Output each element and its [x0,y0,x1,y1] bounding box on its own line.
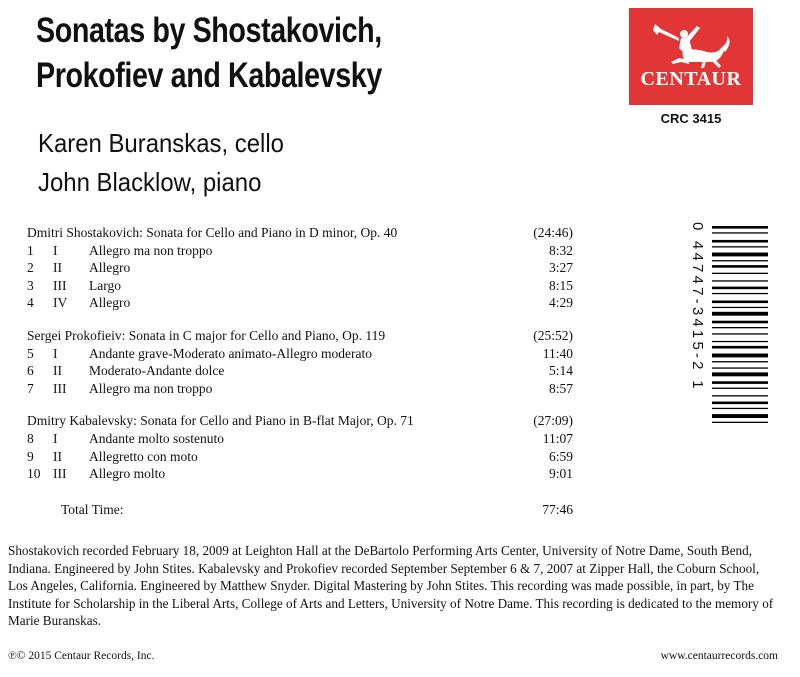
website-url: www.centaurrecords.com [660,650,778,662]
work-title: Sergei Prokofieiv: Sonata in C major for Cello and Piano, Op. 119 [27,327,386,343]
track-time: 6:59 [548,448,573,464]
track-number: 6 [27,363,34,379]
movement-number: III [53,380,67,396]
movement-number: III [53,277,67,293]
track-number: 3 [27,277,34,293]
barcode-bar [712,422,768,423]
track-row [27,242,602,260]
track-number: 1 [27,242,34,258]
barcode-bar [712,293,768,294]
total-time-row [27,501,602,519]
movement-number: III [53,466,67,482]
barcode-bar [712,367,768,368]
work-title: Dmitry Kabalevsky: Sonata for Cello and Piano in B-flat Major, Op. 71 [27,413,414,429]
barcode-bar [712,312,768,316]
track-row [27,362,602,380]
centaur-logo [629,8,753,105]
total-time-label: Total Time: [61,501,124,517]
track-title: Largo [89,277,121,293]
track-row [27,277,602,295]
barcode-bar [712,388,768,389]
track-row [27,345,602,363]
barcode-bar [712,226,768,229]
work-heading [27,327,602,345]
barcode-bar [712,346,768,349]
track-row [27,294,602,312]
barcode-digits: 0 44747-3415-2 1 [689,222,706,392]
total-time-value: 77:46 [542,501,573,517]
recording-credits: Shostakovich recorded February 18, 2009 at Leighton Hall at the DeBartolo Performing Arts Center, University of Notre Dame, South Bend, Indiana. Engineered by John Stites. Kabalevsky and Prokofiev recorded September September 6 & 7, 2007 at Zipper Hall, the Coburn School, Los Angeles, California. Engineered by Matthew Snyder. Digital Mastering by John Stites. This recording was made possible, in part, by The Institute for Scholarship in the Liberal Arts, College of Arts and Letters, University of Notre Dame. This recording is dedicated to the memory of Marie Buranskas. [8,543,774,629]
track-time: 8:32 [548,242,573,258]
movement-number: II [53,448,62,464]
work-heading [27,224,602,242]
track-number: 10 [27,466,41,482]
track-time: 5:14 [548,363,573,379]
track-number: 2 [27,260,34,276]
track-title: Allegretto con moto [89,448,198,464]
work-duration: (25:52) [533,327,573,343]
track-row [27,430,602,448]
track-row [27,465,602,483]
work-heading [27,412,602,430]
barcode-bar [712,333,768,334]
barcode-bar [712,260,768,261]
track-time: 8:15 [548,277,573,293]
movement-number: I [53,430,58,446]
track-number: 7 [27,380,34,396]
album-title-line-2: Prokofiev and Kabalevsky [36,56,382,95]
movement-number: II [53,260,62,276]
track-time: 8:57 [548,380,573,396]
barcode-bar [712,372,768,376]
track-time: 3:27 [548,260,573,276]
track-number: 9 [27,448,34,464]
track-time: 11:40 [542,345,573,361]
copyright-notice: ℗© 2015 Centaur Records, Inc. [8,650,155,662]
track-number: 4 [27,295,34,311]
album-title [36,8,382,98]
track-row [27,380,602,398]
performer-piano: John Blacklow, piano [38,167,262,197]
track-number: 8 [27,430,34,446]
album-title-line-1: Sonatas by Shostakovich, [36,11,382,50]
performers [38,124,284,202]
movement-number: IV [53,295,68,311]
barcode-bar [712,240,768,243]
work-duration: (27:09) [533,413,573,429]
barcode-bar [712,381,768,384]
barcode-bar [712,273,768,274]
track-time: 11:07 [542,430,573,446]
barcode-bar [712,307,768,308]
barcode-bar [712,246,768,247]
barcode-bar [712,408,768,409]
catalog-number: CRC 3415 [660,111,722,126]
movement-number: I [53,242,58,258]
track-title: Allegro ma non troppo [89,380,213,396]
barcode-bar [712,301,768,304]
barcode-bar [712,265,768,268]
barcode-bar [712,402,768,405]
barcode-bar [712,280,768,281]
track-title: Allegro ma non troppo [89,242,213,258]
work-duration: (24:46) [533,225,573,240]
barcode-bar [712,287,768,290]
track-title: Allegro [89,295,131,311]
barcode-bar [712,414,768,418]
track-title: Allegro [89,260,131,276]
label-name: CENTAUR [640,68,742,90]
performer-cello: Karen Buranskas, cello [38,128,284,158]
barcode-bar [712,354,768,358]
barcode-bar [712,321,768,324]
barcode-bar [712,341,768,342]
barcode-digits-container [689,222,712,458]
track-title: Andante grave-Moderato animato-Allegro moderato [89,345,373,361]
work-title: Dmitri Shostakovich: Sonata for Cello and Piano in D minor, Op. 40 [27,225,398,240]
track-title: Moderato-Andante dolce [89,363,225,379]
movement-number: II [53,363,62,379]
track-number: 5 [27,345,34,361]
track-time: 9:01 [548,466,573,482]
track-title: Andante molto sostenuto [89,430,224,446]
barcode-bar [712,361,768,362]
track-title: Allegro molto [89,466,166,482]
track-row [27,259,602,277]
barcode-bar [712,232,768,233]
barcode-bar [712,395,768,396]
movement-number: I [53,345,58,361]
track-list [27,224,602,518]
track-row [27,448,602,466]
barcode-bar [712,327,768,328]
track-time: 4:29 [548,295,573,311]
barcode-bar [712,253,768,257]
